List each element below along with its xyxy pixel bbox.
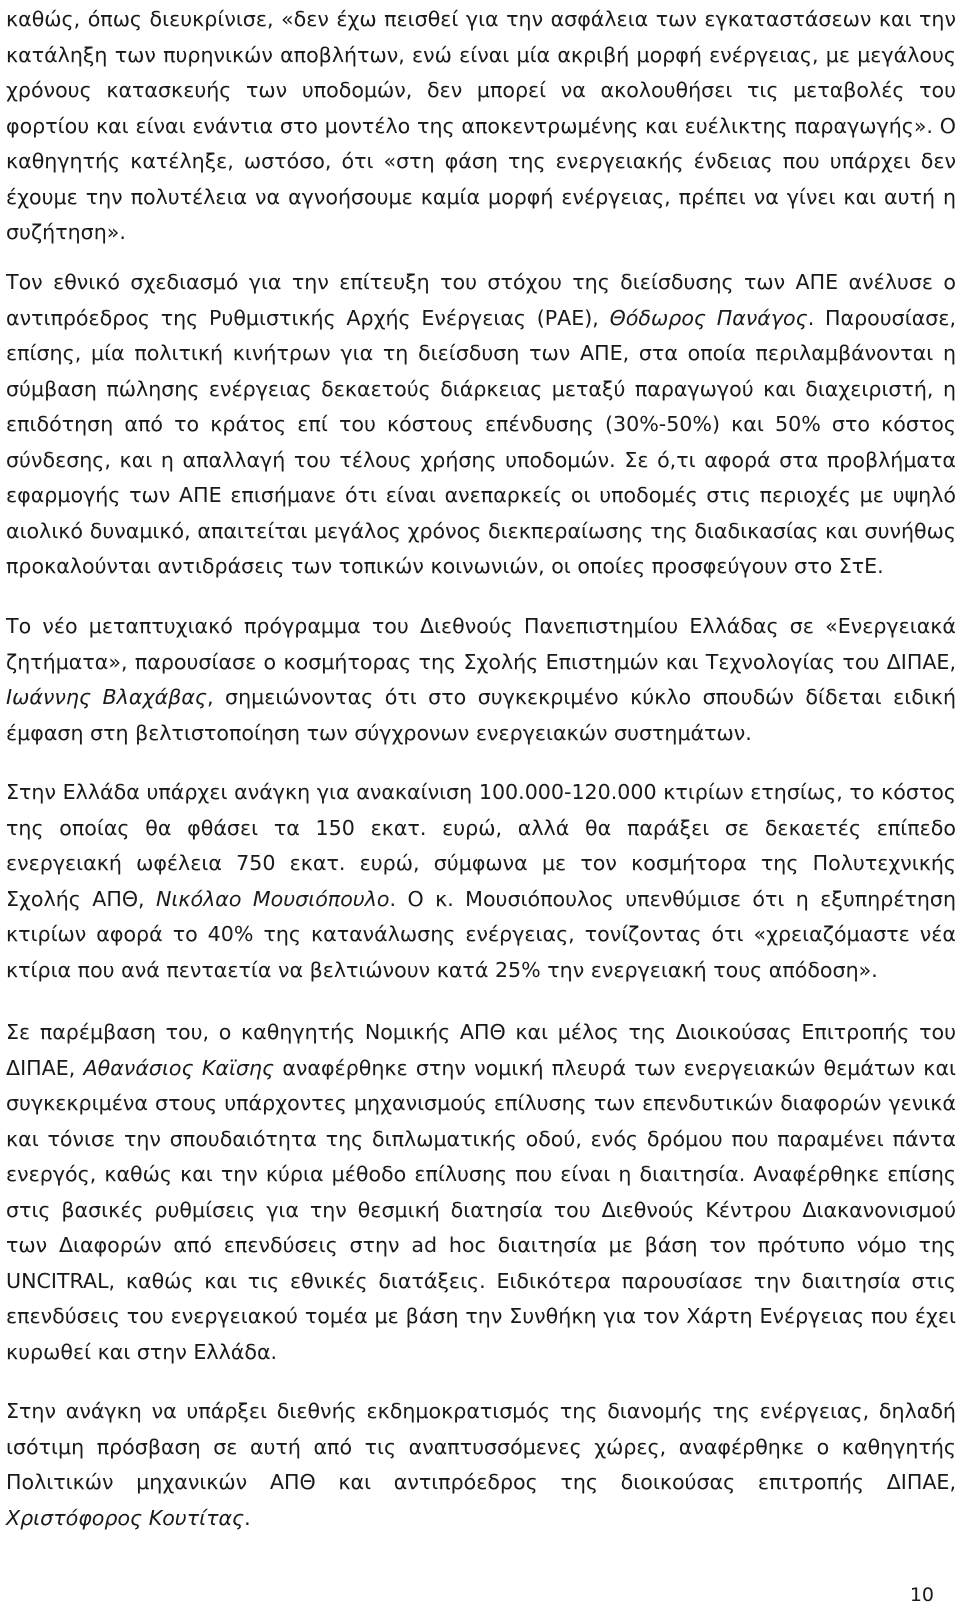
paragraph-text: καθώς, όπως διευκρίνισε, «δεν έχω πεισθεί για την ασφάλεια των εγκαταστάσεων και την κατάληξη των πυρηνικών αποβλήτων, ενώ είναι μία ακριβή μορφή ενέργειας, με μεγάλους χρόνους κατασκευής των υποδομών, δεν μπορεί να ακολουθήσει τις μεταβολές του φορτίου και είναι ενάντια στο μοντέλο της αποκεντρωμένης και ευέλικτης παραγωγής». Ο καθηγητής κατέληξε, ωστόσο, ότι «στη φάση της ενεργειακής ένδειας που υπάρχει δεν έχουμε την πολυτέλεια να αγνοήσουμε καμία μορφή ενέργειας, πρέπει να γίνει και αυτή η συζήτηση».	[6, 7, 956, 244]
paragraph-text: Το νέο μεταπτυχιακό πρόγραμμα του Διεθνούς Πανεπιστημίου Ελλάδας σε «Ενεργειακά ζητήματα», παρουσίασε ο κοσμήτορας της Σχολής Επιστημών και Τεχνολογίας του ΔΙΠΑΕ,	[6, 614, 956, 674]
page-number: 10	[909, 1584, 934, 1606]
paragraph-text: .	[244, 1505, 251, 1530]
paragraph-4	[6, 775, 956, 988]
paragraph-text: Σε παρέμβαση του, ο καθηγητής Νομικής ΑΠΘ και μέλος της Διοικούσας Επιτροπής του ΔΙΠΑΕ,	[6, 1020, 956, 1080]
paragraph-1	[6, 2, 956, 251]
paragraph-2	[6, 265, 956, 585]
person-name: Νικόλαο Μουσιόπουλο	[156, 886, 390, 911]
paragraph-3	[6, 609, 956, 751]
person-name: Αθανάσιος Καϊσης	[83, 1055, 275, 1080]
person-name: Χριστόφορος Κουτίτας	[6, 1505, 245, 1530]
person-name: Ιωάννης Βλαχάβας	[6, 685, 207, 709]
person-name: Θόδωρος Πανάγος	[609, 305, 808, 330]
paragraph-text: . Παρουσίασε, επίσης, μία πολιτική κινήτρων για τη διείσδυση των ΑΠΕ, στα οποία περιλαμβάνονται η σύμβαση πώλησης ενέργειας δεκαετούς διάρκειας μεταξύ παραγωγού και διαχειριστή, η επιδότηση από το κράτος επί του κόστους επένδυσης (30%-50%) και 50% στο κόστος σύνδεσης, και η απαλλαγή του τέλους χρήσης υποδομών. Σε ό,τι αφορά στα προβλήματα εφαρμογής των ΑΠΕ επισήμανε ότι είναι ανεπαρκείς οι υποδομές στις περιοχές με υψηλό αιολικό δυναμικό, απαιτείται μεγάλος χρόνος διεκπεραίωσης της διαδικασίας και συνήθως προκαλούνται αντιδράσεις των τοπικών κοινωνιών, οι οποίες προσφεύγουν στο ΣτΕ.	[6, 305, 956, 578]
paragraph-text: . Ο κ. Μουσιόπουλος υπενθύμισε ότι η εξυπηρέτηση κτιρίων αφορά το 40% της κατανάλωσης ενέργειας, τονίζοντας ότι «χρειαζόμαστε νέα κτίρια που ανά πενταετία να βελτιώνουν κατά 25% την ενεργειακή τους απόδοση».	[6, 886, 957, 982]
paragraph-text: Στην ανάγκη να υπάρξει διεθνής εκδημοκρατισμός της διανομής της ενέργειας, δηλαδή ισότιμη πρόσβαση σε αυτή από τις αναπτυσσόμενες χώρες, αναφέρθηκε ο καθηγητής Πολιτικών μηχανικών ΑΠΘ και αντιπρόεδρος της διοικούσας επιτροπής ΔΙΠΑΕ,	[6, 1399, 956, 1494]
paragraph-text: , σημειώνοντας ότι στο συγκεκριμένο κύκλο σπουδών δίδεται ειδική έμφαση στη βελτιστοποίηση των σύγχρονων ενεργειακών συστημάτων.	[6, 685, 956, 745]
paragraph-5	[6, 1015, 956, 1370]
paragraph-6	[6, 1394, 956, 1536]
paragraph-text: Στην Ελλάδα υπάρχει ανάγκη για ανακαίνιση 100.000-120.000 κτιρίων ετησίως, το κόστος της οποίας θα φθάσει τα 150 εκατ. ευρώ, αλλά θα παράξει σε δεκαετές επίπεδο ενεργειακή ωφέλεια 750 εκατ. ευρώ, σύμφωνα με τον κοσμήτορα της Πολυτεχνικής Σχολής ΑΠΘ,	[6, 780, 956, 911]
paragraph-text: Τον εθνικό σχεδιασμό για την επίτευξη του στόχου της διείσδυσης των ΑΠΕ ανέλυσε ο αντιπρόεδρος της Ρυθμιστικής Αρχής Ενέργειας (ΡΑΕ),	[6, 270, 956, 330]
paragraph-text: αναφέρθηκε στην νομική πλευρά των ενεργειακών θεμάτων και συγκεκριμένα στους υπάρχοντες μηχανισμούς επίλυσης των επενδυτικών διαφορών γενικά και τόνισε την σπουδαιότητα της διπλωματικής οδού, ενός δρόμου που παραμένει πάντα ενεργός, καθώς και την κύρια μέθοδο επίλυσης που είναι η διαιτησία. Αναφέρθηκε επίσης στις βασικές ρυθμίσεις για την θεσμική διατησία του Διεθνούς Κέντρου Διακανονισμού των Διαφορών από επενδύσεις στην ad hoc διαιτησία με βάση τον πρότυπο νόμο της UNCITRAL, καθώς και τις εθνικές διατάξεις. Ειδικότερα παρουσίασε την διαιτησία στις επενδύσεις του ενεργειακού τομέα με βάση την Συνθήκη για τον Χάρτη Ενέργειας που έχει κυρωθεί και στην Ελλάδα.	[6, 1055, 956, 1364]
